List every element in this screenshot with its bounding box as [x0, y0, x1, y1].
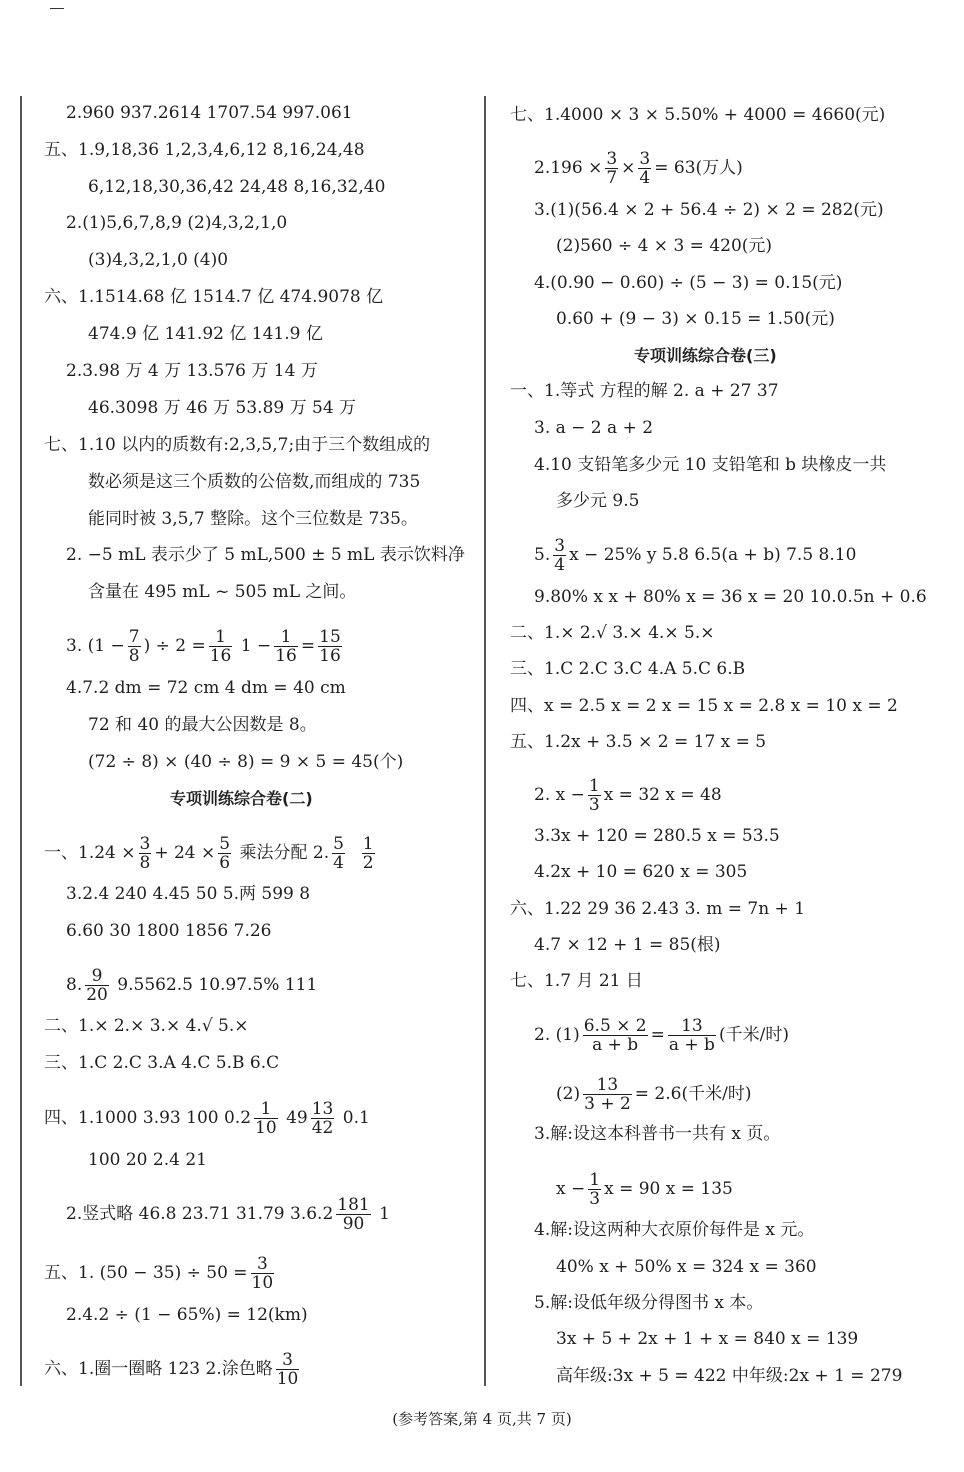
answer-line: 6.60 30 1800 1856 7.26 — [66, 921, 272, 941]
fraction-denominator: 16 — [275, 646, 297, 666]
text-segment: x − — [556, 1179, 586, 1199]
page-footer: (参考答案,第 4 页,共 7 页) — [392, 1410, 572, 1428]
text-segment: 9.5562.5 10.97.5% 111 — [111, 975, 318, 995]
fraction-denominator: 20 — [86, 985, 108, 1005]
answer-line: 72 和 40 的最大公因数是 8。 — [88, 715, 317, 735]
answer-line: 4.(0.90 − 0.60) ÷ (5 − 3) = 0.15(元) — [534, 273, 843, 293]
fraction — [274, 628, 298, 665]
fraction-denominator: 3 — [588, 795, 600, 815]
fraction — [139, 835, 152, 872]
fraction-numerator: 3 — [139, 834, 151, 854]
answer-line: 0.60 + (9 − 3) × 0.15 = 1.50(元) — [556, 309, 835, 329]
text-segment: 2.196 × — [534, 158, 603, 178]
answer-line: 9.80% x x + 80% x = 36 x = 20 10.0.5n + 0.6 — [534, 587, 927, 607]
answer-line: 2.960 937.2614 1707.54 997.061 — [66, 103, 353, 123]
fraction-answer-line — [44, 1255, 277, 1292]
answer-line: 多少元 9.5 — [556, 491, 640, 511]
text-segment: = 63(万人) — [654, 158, 743, 178]
fraction-denominator: 2 — [362, 853, 374, 873]
fraction-denominator: 8 — [139, 853, 151, 873]
answer-line: 2. −5 mL 表示少了 5 mL,500 ± 5 mL 表示饮料净 — [66, 545, 465, 565]
fraction-denominator: 10 — [255, 1118, 277, 1138]
text-segment: 2.竖式略 46.8 23.71 31.79 3.6.2 — [66, 1204, 334, 1224]
fraction-answer-line — [44, 1100, 370, 1137]
text-segment: (千米/时) — [718, 1025, 789, 1045]
text-segment: 1 − — [235, 636, 272, 656]
fraction-numerator: 15 — [319, 627, 341, 647]
fraction-denominator: 4 — [639, 168, 651, 188]
fraction-answer-line — [534, 1017, 789, 1054]
fraction-numerator: 7 — [128, 627, 140, 647]
answer-line: 数必须是这三个质数的公倍数,而组成的 735 — [88, 472, 421, 492]
text-segment: 1 — [373, 1204, 390, 1224]
answer-line: 3.3x + 120 = 280.5 x = 53.5 — [534, 826, 780, 846]
text-segment: = — [650, 1025, 665, 1045]
fraction — [128, 628, 141, 665]
answer-line: 100 20 2.4 21 — [88, 1150, 207, 1170]
fraction — [588, 1171, 601, 1208]
fraction-denominator: 10 — [276, 1369, 299, 1389]
answer-line: 六、1.22 29 36 2.43 3. m = 7n + 1 — [510, 899, 806, 919]
text-segment: 8. — [66, 975, 83, 995]
answer-line: 三、1.C 2.C 3.A 4.C 5.B 6.C — [44, 1053, 280, 1073]
fraction-answer-line — [534, 537, 856, 574]
answer-line: 六、1.1514.68 亿 1514.7 亿 474.9078 亿 — [44, 287, 384, 307]
text-segment: 2. (1) — [534, 1025, 580, 1045]
answer-line: 七、1.7 月 21 日 — [510, 971, 643, 991]
fraction-numerator: 1 — [274, 628, 298, 647]
text-segment: × — [621, 158, 636, 178]
text-segment: = — [300, 636, 316, 656]
text-segment: (2) — [556, 1084, 581, 1104]
text-segment: = 2.6(千米/时) — [634, 1084, 752, 1104]
answer-line: 七、1.4000 × 3 × 5.50% + 4000 = 4660(元) — [510, 105, 886, 125]
fraction-answer-line — [66, 1196, 390, 1233]
text-segment: 0.1 — [337, 1108, 370, 1128]
text-segment: 3. (1 − — [66, 636, 125, 656]
fraction-denominator: 3 + 2 — [584, 1094, 631, 1114]
fraction — [209, 628, 233, 665]
fraction-denominator: 42 — [311, 1118, 334, 1138]
answer-line: 474.9 亿 141.92 亿 141.9 亿 — [88, 324, 323, 344]
answer-line: 2.(1)5,6,7,8,9 (2)4,3,2,1,0 — [66, 213, 288, 233]
fraction-numerator: 3 — [554, 536, 566, 556]
answer-line: 4.7.2 dm = 72 cm 4 dm = 40 cm — [66, 678, 346, 698]
left-margin-rule — [20, 96, 22, 1386]
answer-line: 4.解:设这两种大衣原价每件是 x 元。 — [534, 1220, 815, 1240]
text-segment: 5. — [534, 545, 551, 565]
fraction-answer-line — [44, 835, 378, 872]
fraction — [311, 1100, 335, 1137]
fraction — [276, 1351, 300, 1388]
fraction-numerator: 3 — [276, 1351, 300, 1370]
answer-line: 4.2x + 10 = 620 x = 305 — [534, 862, 748, 882]
fraction-numerator: 3 — [606, 149, 618, 169]
fraction — [254, 1100, 278, 1137]
answer-line: 高年级:3x + 5 = 422 中年级:2x + 1 = 279 — [556, 1366, 903, 1386]
fraction-numerator: 3 — [639, 149, 651, 169]
fraction-numerator: 13 — [668, 1017, 716, 1036]
fraction-denominator: a + b — [668, 1035, 715, 1055]
fraction — [318, 628, 342, 665]
fraction — [336, 1196, 370, 1233]
top-dash — [50, 8, 64, 9]
answer-line: 四、x = 2.5 x = 2 x = 15 x = 2.8 x = 10 x = 2 — [510, 696, 898, 716]
answer-line: 五、1.9,18,36 1,2,3,4,6,12 8,16,24,48 — [44, 140, 365, 160]
fraction-answer-line — [66, 628, 345, 665]
fraction-numerator: 1 — [254, 1100, 278, 1119]
fraction-numerator: 9 — [85, 967, 109, 986]
fraction — [588, 777, 601, 814]
fraction-numerator: 13 — [311, 1099, 334, 1119]
answer-line: 2.4.2 ÷ (1 − 65%) = 12(km) — [66, 1305, 308, 1325]
fraction — [85, 967, 109, 1004]
answer-line: 46.3098 万 46 万 53.89 万 54 万 — [88, 398, 357, 418]
fraction-answer-line — [534, 777, 722, 814]
answer-line: (3)4,3,2,1,0 (4)0 — [88, 250, 229, 270]
text-segment: ) ÷ 2 = — [143, 636, 206, 656]
fraction — [251, 1255, 275, 1292]
text-segment: x = 90 x = 135 — [604, 1179, 733, 1199]
fraction-answer-line — [534, 150, 743, 187]
fraction-numerator: 6.5 × 2 — [583, 1016, 647, 1036]
answer-line: (2)560 ÷ 4 × 3 = 420(元) — [556, 236, 773, 256]
answer-line: 五、1.2x + 3.5 × 2 = 17 x = 5 — [510, 732, 767, 752]
text-segment: + 24 × — [154, 843, 216, 863]
fraction-numerator: 1 — [589, 1170, 601, 1190]
answer-line: 3.2.4 240 4.45 50 5.两 599 8 — [66, 884, 311, 904]
fraction-numerator: 181 — [337, 1195, 370, 1215]
fraction-numerator: 1 — [209, 628, 233, 647]
fraction-denominator: a + b — [592, 1035, 639, 1055]
fraction-denominator: 4 — [554, 555, 566, 575]
fraction — [638, 150, 651, 187]
fraction-denominator: 16 — [319, 646, 341, 666]
answer-line: 七、1.10 以内的质数有:2,3,5,7;由于三个数组成的 — [44, 435, 431, 455]
fraction-denominator: 90 — [342, 1214, 365, 1234]
fraction — [362, 835, 375, 872]
text-segment: 2. x − — [534, 785, 585, 805]
fraction-answer-line — [44, 1351, 302, 1388]
text-segment: 乘法分配 2. — [234, 843, 330, 863]
fraction — [583, 1017, 648, 1054]
fraction-numerator: 1 — [362, 834, 374, 854]
fraction-denominator: 6 — [219, 853, 231, 873]
fraction-denominator: 8 — [128, 646, 140, 666]
answer-line: (72 ÷ 8) × (40 ÷ 8) = 9 × 5 = 45(个) — [88, 752, 404, 772]
answer-line: 3.(1)(56.4 × 2 + 56.4 ÷ 2) × 2 = 282(元) — [534, 200, 884, 220]
answer-line: 5.解:设低年级分得图书 x 本。 — [534, 1293, 764, 1313]
fraction-numerator: 13 — [583, 1076, 632, 1095]
fraction-denominator: 10 — [251, 1273, 274, 1293]
fraction — [605, 150, 618, 187]
answer-line: 能同时被 3,5,7 整除。这个三位数是 735。 — [88, 509, 418, 529]
fraction — [583, 1076, 632, 1113]
fraction-numerator: 1 — [588, 776, 600, 796]
answer-line: 3.解:设这本科普书一共有 x 页。 — [534, 1124, 781, 1144]
fraction-numerator: 5 — [333, 834, 344, 854]
fraction — [668, 1017, 716, 1054]
text-segment: 五、1. (50 − 35) ÷ 50 = — [44, 1263, 248, 1283]
fraction-answer-line — [556, 1171, 733, 1208]
answer-line: 4.10 支铅笔多少元 10 支铅笔和 b 块橡皮一共 — [534, 455, 887, 475]
section-heading: 专项训练综合卷(三) — [634, 346, 777, 365]
column-divider — [484, 96, 486, 1386]
text-segment: x = 32 x = 48 — [603, 785, 722, 805]
answer-line: 6,12,18,30,36,42 24,48 8,16,32,40 — [88, 177, 386, 197]
answer-line: 三、1.C 2.C 3.C 4.A 5.C 6.B — [510, 659, 746, 679]
answer-line: 二、1.× 2.× 3.× 4.√ 5.× — [44, 1016, 249, 1036]
text-segment: 49 — [280, 1108, 308, 1128]
answer-line: 3x + 5 + 2x + 1 + x = 840 x = 139 — [556, 1329, 859, 1349]
answer-line: 40% x + 50% x = 324 x = 360 — [556, 1257, 817, 1277]
fraction-answer-line — [66, 967, 317, 1004]
answer-line: 3. a − 2 a + 2 — [534, 418, 654, 438]
text-segment: 一、1.24 × — [44, 843, 136, 863]
fraction-numerator: 5 — [219, 834, 231, 854]
text-segment: 六、1.圈一圈略 123 2.涂色略 — [44, 1359, 273, 1379]
answer-line: 4.7 × 12 + 1 = 85(根) — [534, 935, 721, 955]
fraction-answer-line — [556, 1076, 751, 1113]
text-segment: 四、1.1000 3.93 100 0.2 — [44, 1108, 252, 1128]
fraction-numerator: 3 — [251, 1255, 275, 1274]
answer-line: 二、1.× 2.√ 3.× 4.× 5.× — [510, 623, 715, 643]
fraction-denominator: 3 — [589, 1189, 601, 1209]
fraction-denominator: 7 — [606, 168, 618, 188]
fraction-denominator: 4 — [333, 853, 344, 873]
fraction — [332, 835, 345, 872]
fraction — [553, 537, 566, 574]
fraction — [218, 835, 231, 872]
answer-line: 一、1.等式 方程的解 2. a + 27 37 — [510, 381, 779, 401]
text-segment: x − 25% y 5.8 6.5(a + b) 7.5 8.10 — [569, 545, 857, 565]
answer-line: 含量在 495 mL ~ 505 mL 之间。 — [88, 582, 357, 602]
fraction-denominator: 16 — [209, 646, 232, 666]
section-heading: 专项训练综合卷(二) — [170, 789, 313, 808]
answer-line: 2.3.98 万 4 万 13.576 万 14 万 — [66, 361, 318, 381]
